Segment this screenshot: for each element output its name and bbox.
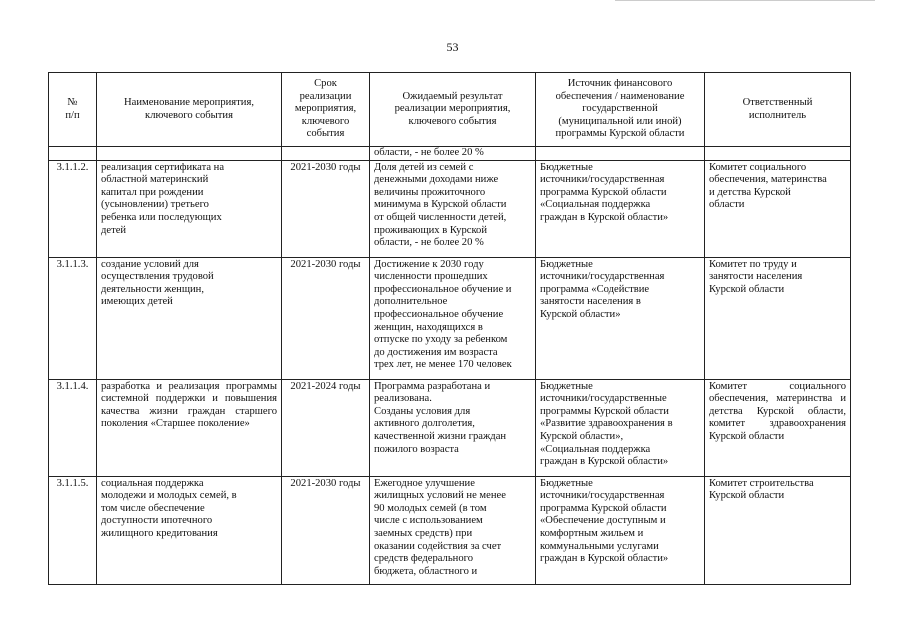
cont-source xyxy=(536,147,705,161)
table-row xyxy=(49,476,851,584)
scan-edge-line xyxy=(615,0,875,1)
row-name: создание условий для осуществления трудовой деятельности женщин, имеющих детей xyxy=(97,257,282,379)
table-row xyxy=(49,160,851,257)
row-executor: Комитет строительства Курской области xyxy=(705,476,851,584)
row-name: социальная поддержка молодежи и молодых семей, в том числе обеспечение доступности ипотечного жилищного кредитования xyxy=(97,476,282,584)
row-result: Программа разработана и реализована. Созданы условия для активного долголетия, качественной жизни граждан пожилого возраста xyxy=(370,379,536,476)
row-source: Бюджетные источники/государственная программа Курской области «Социальная поддержка граждан в Курской области» xyxy=(536,160,705,257)
row-source: Бюджетные источники/государственная программа Курской области «Обеспечение доступным и комфортным жильем и коммунальными услугами граждан в Курской области» xyxy=(536,476,705,584)
row-num: 3.1.1.5. xyxy=(49,476,97,584)
row-term: 2021-2030 годы xyxy=(282,160,370,257)
measures-table xyxy=(48,72,851,585)
row-term: 2021-2024 годы xyxy=(282,379,370,476)
table-row xyxy=(49,379,851,476)
cont-executor xyxy=(705,147,851,161)
header-name: Наименование мероприятия, ключевого события xyxy=(97,73,282,147)
row-num: 3.1.1.3. xyxy=(49,257,97,379)
row-name: разработка и реализация программы системной поддержки и повышения качества жизни граждан старшего поколения «Старшее поколение» xyxy=(97,379,282,476)
row-source: Бюджетные источники/государственная программа «Содействие занятости населения в Курской области» xyxy=(536,257,705,379)
row-result: Доля детей из семей с денежными доходами ниже величины прожиточного минимума в Курской области от общей численности детей, проживающих в Курской области, - не более 20 % xyxy=(370,160,536,257)
cont-result: области, - не более 20 % xyxy=(370,147,536,161)
row-term: 2021-2030 годы xyxy=(282,257,370,379)
header-executor: Ответственный исполнитель xyxy=(705,73,851,147)
table-row xyxy=(49,257,851,379)
continuation-row xyxy=(49,147,851,161)
table-header-row xyxy=(49,73,851,147)
page-number: 53 xyxy=(446,40,459,54)
row-result: Достижение к 2030 году численности прошедших профессиональное обучение и дополнительное профессиональное обучение женщин, находящихся в отпуске по уходу за ребенком до достижения им возраста трех лет, не менее 170 человек xyxy=(370,257,536,379)
row-name: реализация сертификата на областной материнский капитал при рождении (усыновлении) третьего ребенка или последующих детей xyxy=(97,160,282,257)
header-result: Ожидаемый результат реализации мероприятия, ключевого события xyxy=(370,73,536,147)
cont-term xyxy=(282,147,370,161)
row-executor: Комитет по труду и занятости населения Курской области xyxy=(705,257,851,379)
row-num: 3.1.1.4. xyxy=(49,379,97,476)
row-term: 2021-2030 годы xyxy=(282,476,370,584)
cont-num xyxy=(49,147,97,161)
row-executor: Комитет социального обеспечения, материнства и детства Курской области xyxy=(705,160,851,257)
cont-name xyxy=(97,147,282,161)
header-source: Источник финансового обеспечения / наименование государственной (муниципальной или иной) программы Курской области xyxy=(536,73,705,147)
row-result: Ежегодное улучшение жилищных условий не менее 90 молодых семей (в том числе с использованием заемных средств) при оказании содействия за счет средств федерального бюджета, областного и xyxy=(370,476,536,584)
header-num: № п/п xyxy=(49,73,97,147)
row-num: 3.1.1.2. xyxy=(49,160,97,257)
row-executor: Комитет социального обеспечения, материнства и детства Курской области, комитет здравоохранения Курской области xyxy=(705,379,851,476)
header-term: Срок реализации мероприятия, ключевого события xyxy=(282,73,370,147)
row-source: Бюджетные источники/государственные программы Курской области «Развитие здравоохранения в Курской области», «Социальная поддержка граждан в Курской области» xyxy=(536,379,705,476)
